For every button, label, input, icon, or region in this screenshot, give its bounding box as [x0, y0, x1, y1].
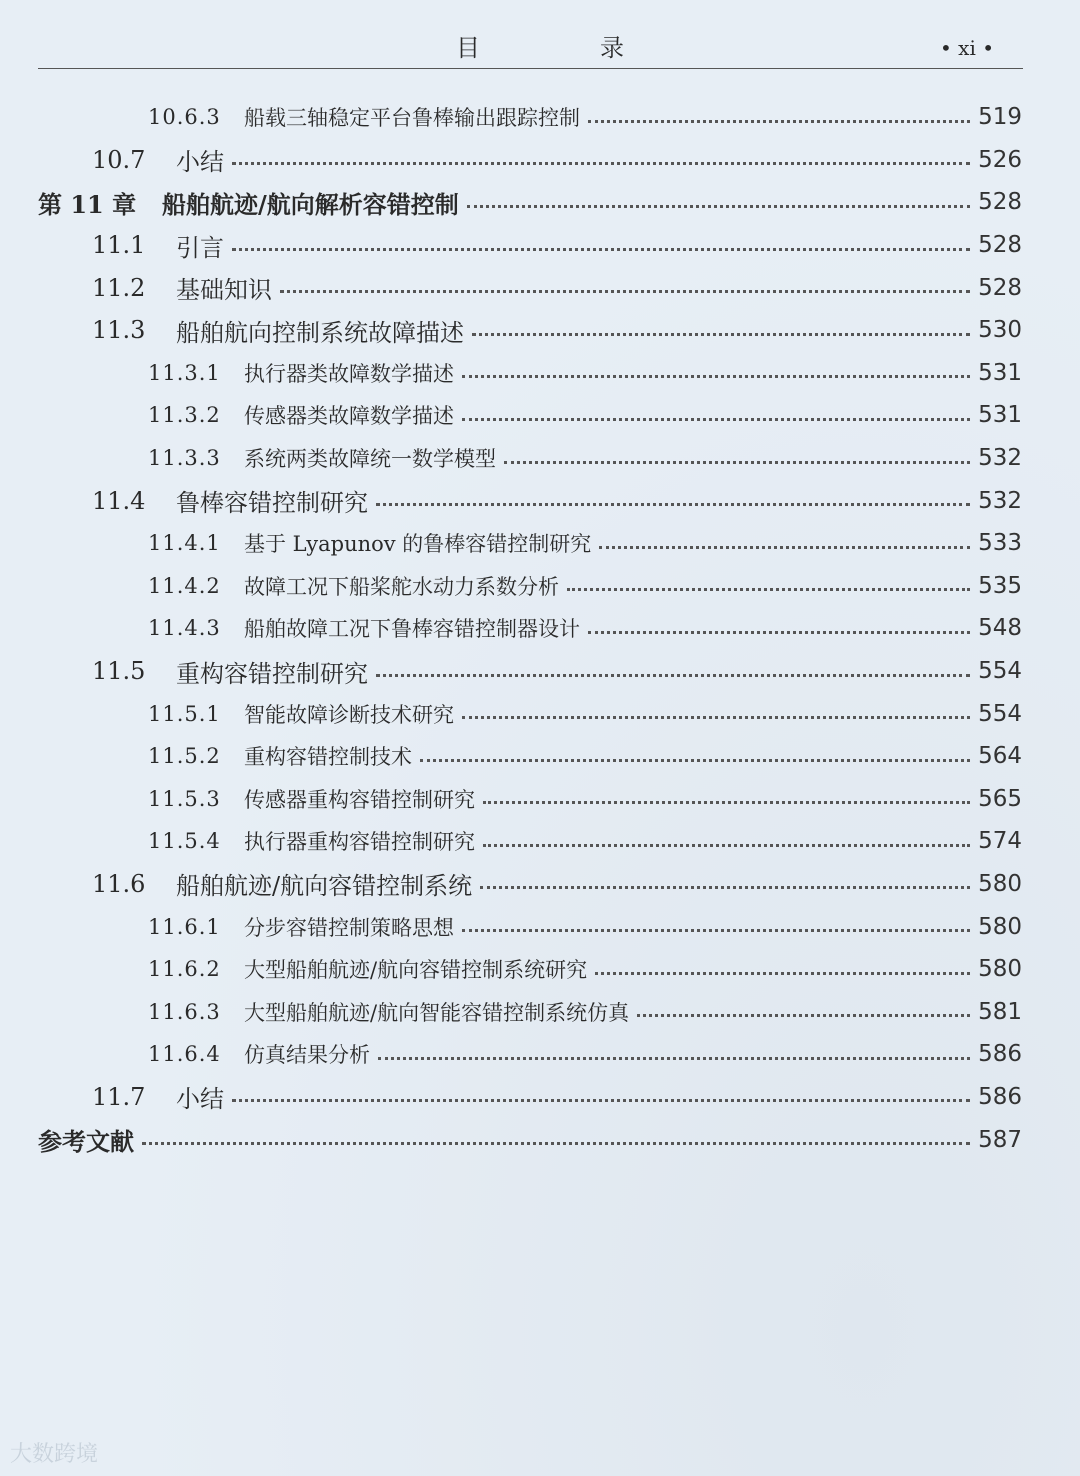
page-header-title: 目 录: [456, 34, 672, 62]
toc-entry-page: 530: [978, 317, 1022, 344]
dot-leader: [378, 1057, 970, 1060]
toc-entry-subsection: [0, 522, 1080, 565]
dot-leader: [637, 1014, 970, 1017]
toc-entry-number: 10.7: [92, 145, 146, 174]
dot-leader: [420, 759, 970, 762]
toc-entry-number: 11.5.4: [148, 829, 221, 854]
toc-entry-subsection: [0, 778, 1080, 821]
dot-leader: [483, 844, 970, 847]
toc-entry-title: 参考文献: [38, 1127, 134, 1157]
table-of-contents: [0, 96, 1080, 1161]
dot-leader: [588, 631, 970, 634]
toc-entry-page: 531: [978, 359, 1022, 386]
toc-entry-page: 519: [978, 104, 1022, 131]
toc-entry-page: 586: [978, 1041, 1022, 1068]
toc-entry-subsection: [0, 607, 1080, 650]
page-number-header: • xi •: [940, 36, 994, 60]
dot-leader: [462, 375, 970, 378]
toc-entry-section: [0, 309, 1080, 352]
toc-entry-page: 528: [978, 232, 1022, 259]
toc-entry-title: 小结: [176, 1085, 224, 1114]
toc-entry-title: 仿真结果分析: [244, 1043, 370, 1068]
toc-entry-subsection: [0, 905, 1080, 948]
toc-entry-subsection: [0, 437, 1080, 480]
toc-entry-subsection: [0, 352, 1080, 395]
toc-entry-page: 554: [978, 658, 1022, 685]
toc-entry-title: 引言: [176, 233, 224, 262]
toc-entry-page: 587: [978, 1126, 1022, 1153]
toc-entry-number: 11.1: [92, 231, 146, 260]
toc-entry-page: 574: [978, 828, 1022, 855]
toc-entry-number: 第 11 章: [38, 189, 137, 219]
toc-entry-title: 传感器类故障数学描述: [244, 404, 454, 429]
toc-entry-title: 重构容错控制研究: [176, 659, 368, 688]
dot-leader: [376, 503, 970, 506]
toc-entry-page: 548: [978, 615, 1022, 642]
toc-entry-section: [0, 139, 1080, 182]
toc-entry-page: 565: [978, 785, 1022, 812]
toc-entry-page: 580: [978, 956, 1022, 983]
toc-entry-number: 11.5.1: [148, 701, 221, 726]
toc-entry-title: 执行器重构容错控制研究: [244, 830, 475, 855]
toc-entry-subsection: [0, 565, 1080, 608]
toc-entry-page: 526: [978, 146, 1022, 173]
toc-entry-number: 11.4.2: [148, 573, 221, 598]
toc-entry-number: 10.6.3: [148, 105, 221, 130]
dot-leader: [376, 674, 970, 677]
toc-entry-title: 船舶故障工况下鲁棒容错控制器设计: [244, 617, 580, 642]
toc-entry-number: 11.3.1: [148, 360, 221, 385]
toc-entry-title: 重构容错控制技术: [244, 745, 412, 770]
toc-entry-subsection: [0, 990, 1080, 1033]
toc-entry-refs: [0, 1118, 1080, 1161]
toc-entry-title: 大型船舶航迹/航向智能容错控制系统仿真: [244, 1000, 630, 1025]
toc-entry-chapter: [0, 181, 1080, 224]
dot-leader: [504, 461, 970, 464]
toc-entry-title: 船舶航向控制系统故障描述: [176, 318, 464, 347]
toc-entry-page: 532: [978, 487, 1022, 514]
toc-entry-subsection: [0, 96, 1080, 139]
toc-entry-number: 11.4.3: [148, 616, 221, 641]
toc-entry-number: 11.3: [92, 316, 146, 345]
toc-entry-title: 基于 Lyapunov 的鲁棒容错控制研究: [244, 532, 592, 557]
dot-leader: [462, 418, 970, 421]
watermark-logo: 大数跨境: [10, 1442, 99, 1467]
toc-entry-number: 11.5.2: [148, 744, 221, 769]
dot-leader: [599, 546, 970, 549]
toc-entry-section: [0, 266, 1080, 309]
toc-entry-number: 11.7: [92, 1082, 146, 1111]
toc-entry-number: 11.4.1: [148, 531, 221, 556]
toc-entry-title: 传感器重构容错控制研究: [244, 787, 475, 812]
toc-entry-subsection: [0, 735, 1080, 778]
toc-entry-page: 533: [978, 530, 1022, 557]
dot-leader: [480, 886, 970, 889]
toc-entry-page: 580: [978, 913, 1022, 940]
dot-leader: [232, 162, 970, 165]
dot-leader: [462, 929, 970, 932]
toc-entry-title: 船载三轴稳定平台鲁棒输出跟踪控制: [244, 106, 580, 131]
toc-entry-subsection: [0, 820, 1080, 863]
toc-entry-number: 11.6: [92, 869, 146, 898]
toc-entry-subsection: [0, 394, 1080, 437]
toc-entry-section: [0, 650, 1080, 693]
toc-entry-number: 11.3.3: [148, 446, 221, 471]
toc-entry-section: [0, 479, 1080, 522]
dot-leader: [472, 333, 970, 336]
toc-entry-section: [0, 1076, 1080, 1119]
toc-entry-title: 分步容错控制策略思想: [244, 915, 454, 940]
toc-entry-subsection: [0, 948, 1080, 991]
dot-leader: [232, 1099, 970, 1102]
toc-entry-title: 执行器类故障数学描述: [244, 361, 454, 386]
toc-entry-page: 564: [978, 743, 1022, 770]
toc-entry-title: 鲁棒容错控制研究: [176, 489, 368, 518]
toc-entry-page: 586: [978, 1083, 1022, 1110]
dot-leader: [567, 588, 970, 591]
toc-entry-title: 小结: [176, 148, 224, 177]
toc-entry-title: 船舶航迹/航向容错控制系统: [176, 872, 473, 901]
toc-entry-page: 581: [978, 998, 1022, 1025]
dot-leader: [467, 205, 970, 208]
dot-leader: [232, 248, 970, 251]
dot-leader: [462, 716, 970, 719]
dot-leader: [595, 972, 970, 975]
toc-entry-section: [0, 863, 1080, 906]
dot-leader: [142, 1142, 970, 1145]
toc-entry-number: 11.5.3: [148, 786, 221, 811]
toc-entry-number: 11.6.3: [148, 999, 221, 1024]
toc-entry-number: 11.6.4: [148, 1042, 221, 1067]
toc-entry-title: 智能故障诊断技术研究: [244, 702, 454, 727]
toc-entry-number: 11.5: [92, 657, 146, 686]
toc-entry-section: [0, 224, 1080, 267]
toc-entry-page: 528: [978, 274, 1022, 301]
toc-entry-number: 11.4: [92, 486, 146, 515]
toc-entry-page: 528: [978, 189, 1022, 216]
toc-entry-title: 故障工况下船桨舵水动力系数分析: [244, 574, 559, 599]
toc-entry-subsection: [0, 692, 1080, 735]
toc-entry-subsection: [0, 1033, 1080, 1076]
toc-entry-page: 531: [978, 402, 1022, 429]
dot-leader: [588, 120, 970, 123]
toc-entry-page: 532: [978, 445, 1022, 472]
toc-entry-number: 11.6.2: [148, 957, 221, 982]
toc-entry-title: 系统两类故障统一数学模型: [244, 447, 496, 472]
toc-entry-page: 554: [978, 700, 1022, 727]
dot-leader: [483, 801, 970, 804]
toc-entry-number: 11.3.2: [148, 403, 221, 428]
dot-leader: [280, 290, 970, 293]
toc-entry-title: 大型船舶航迹/航向容错控制系统研究: [244, 958, 588, 983]
toc-entry-number: 11.6.1: [148, 914, 221, 939]
toc-entry-title: 基础知识: [176, 276, 272, 305]
toc-entry-page: 535: [978, 572, 1022, 599]
toc-entry-title: 船舶航迹/航向解析容错控制: [162, 189, 459, 219]
toc-entry-page: 580: [978, 870, 1022, 897]
toc-entry-number: 11.2: [92, 273, 146, 302]
header-rule: [38, 68, 1023, 69]
